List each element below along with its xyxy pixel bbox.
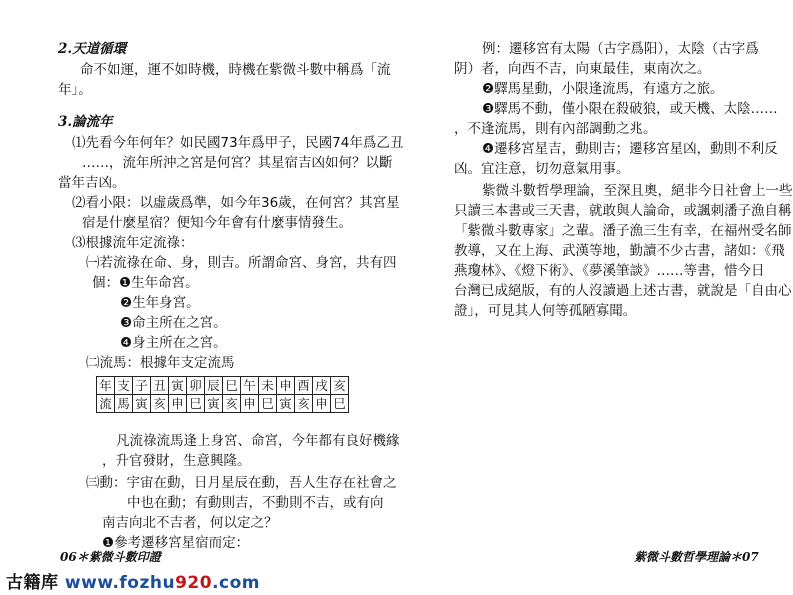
liu-ma-table [96, 376, 349, 413]
text-line: 凶。宜注意，切勿意氣用事。 [454, 161, 630, 177]
text-line: ❸驛馬不動，僅小限在殺破狼，或天機、太陰…… [482, 101, 778, 117]
text-line: 當年吉凶。 [58, 175, 126, 191]
text-line: ⑴先看今年何年？如民國73年爲甲子，民國74年爲乙丑 [72, 135, 404, 151]
text-line: 阴）者，向西不吉，向東最佳，東南次之。 [454, 61, 711, 77]
section-heading-3: 3.論流年 [58, 114, 113, 130]
table-cell: 申 [241, 395, 259, 413]
text-line: 只讀三本書或三天書，就敢與人論命，或諷刺潘子漁自稱 [454, 203, 792, 219]
text-line: ❷生年身宮。 [120, 295, 200, 311]
text-line: ⑵看小限：以虛歲爲準，如今年36歲，在何宮？其宮星 [72, 195, 400, 211]
table-cell: 巳 [187, 395, 205, 413]
table-cell: 寅 [277, 395, 295, 413]
section-heading-2: 2.天道循環 [58, 41, 127, 57]
table-cell: 亥 [223, 395, 241, 413]
text-line: ，升官發財，生意興隆。 [102, 453, 251, 469]
table-cell: 未 [259, 377, 277, 395]
table-cell: 丑 [151, 377, 169, 395]
text-line: 燕瓊林》、《燈下術》、《夢溪筆談》……等書，惜今日 [454, 263, 765, 279]
table-cell: 馬 [115, 395, 133, 413]
table-cell: 巳 [223, 377, 241, 395]
table-cell: 午 [241, 377, 259, 395]
text-line: 台灣已成絕版，有的人沒讀過上述古書，就說是「自由心 [454, 283, 792, 299]
text-line: 命不如運，運不如時機，時機在紫微斗數中稱爲「流 [80, 62, 391, 78]
table-row [97, 395, 349, 413]
text-line: 年」。 [58, 82, 92, 98]
text-line: 證」，可見其人何等孤陋寡聞。 [454, 303, 637, 319]
table-cell: 酉 [295, 377, 313, 395]
table-cell: 申 [277, 377, 295, 395]
text-line: ❹身主所在之宮。 [120, 335, 227, 351]
text-line: ❷驛馬星動，小限逢流馬，有遠方之旅。 [482, 81, 724, 97]
text-line: 南吉向北不吉者，何以定之？ [102, 515, 278, 531]
table-cell: 寅 [169, 377, 187, 395]
table-cell: 寅 [133, 395, 151, 413]
watermark-url-number: 920 [175, 573, 213, 593]
table-cell: 子 [133, 377, 151, 395]
text-line: ㈠若流祿在命、身，則吉。所謂命宮、身宮，共有四 [86, 255, 397, 271]
page-footer-right: 紫微斗數哲學理論＊07 [634, 550, 759, 564]
table-cell: 支 [115, 377, 133, 395]
watermark-url-prefix: www.fozhu [64, 573, 176, 593]
table-cell: 卯 [187, 377, 205, 395]
table-cell: 亥 [295, 395, 313, 413]
table-cell: 巳 [259, 395, 277, 413]
table-cell: 年 [97, 377, 115, 395]
text-line: 紫微斗數哲學理論，至深且奧，絕非今日社會上一些 [482, 183, 793, 199]
text-line: ……，流年所沖之宮是何宮？其星宿吉凶如何？以斷 [82, 155, 393, 171]
table-cell: 巳 [331, 395, 349, 413]
text-line: ㈢動：宇宙在動，日月星辰在動，吾人生存在社會之 [86, 475, 397, 491]
text-line: ⑶根據流年定流祿： [72, 235, 194, 251]
table-cell: 流 [97, 395, 115, 413]
table-cell: 申 [169, 395, 187, 413]
site-watermark[interactable] [6, 568, 260, 593]
text-line: ❹遷移宮星吉，動則吉；遷移宮星凶，動則不利反 [482, 141, 778, 157]
text-line: 個：❶生年命宮。 [92, 275, 199, 291]
text-line: 宿是什麼星宿？便知今年會有什麼事情發生。 [82, 215, 352, 231]
text-line: 凡流祿流馬逢上身宮、命宮，今年都有良好機緣 [116, 433, 400, 449]
text-line: ㈡流馬：根據年支定流馬 [86, 355, 235, 371]
table-row [97, 377, 349, 395]
right-page [396, 0, 793, 595]
page-footer-left: 06＊紫微斗數印證 [60, 550, 161, 564]
text-line: 「紫微斗數專家」之輩。潘子漁三生有幸，在福州受名師 [454, 223, 792, 239]
table-cell: 亥 [151, 395, 169, 413]
watermark-url-suffix: .com [212, 573, 261, 593]
text-line: ❶參考遷移宮星宿而定： [102, 535, 250, 551]
text-line: ❸命主所在之宮。 [120, 315, 227, 331]
watermark-chinese: 古籍库 [6, 573, 59, 593]
text-line: 例：遷移宮有太陽（古字爲阳），太陰（古字爲 [482, 41, 759, 57]
table-cell: 亥 [331, 377, 349, 395]
text-line: 教導，又在上海、武漢等地，勤讀不少古書，諸如：《飛 [454, 243, 785, 259]
text-line: ，不逢流馬，則有內部調動之兆。 [454, 121, 657, 137]
table-cell: 戌 [313, 377, 331, 395]
table-cell: 辰 [205, 377, 223, 395]
text-line: 中也在動；有動則吉，不動則不吉，或有向 [127, 495, 384, 511]
table-cell: 寅 [205, 395, 223, 413]
table-cell: 申 [313, 395, 331, 413]
